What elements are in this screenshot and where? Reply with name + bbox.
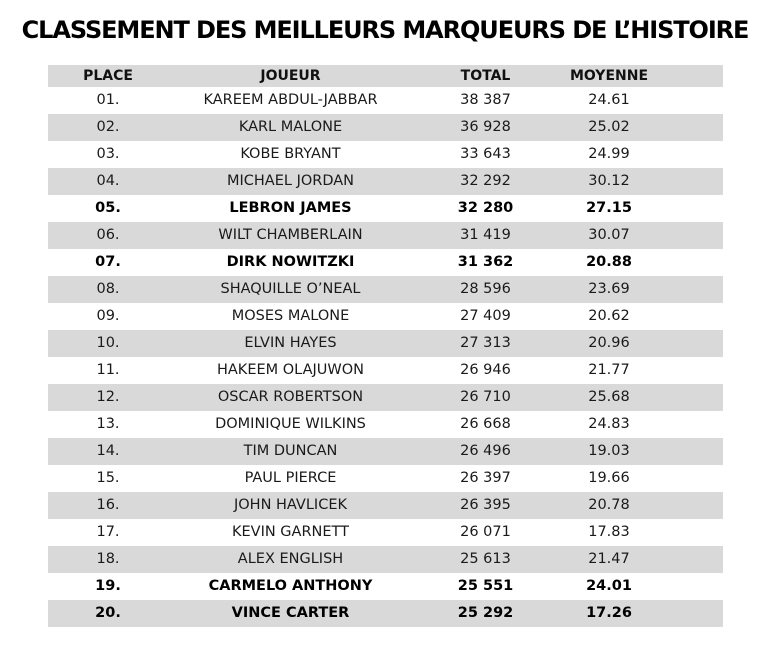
cell-average: 24.83 [588,416,630,432]
cell-average: 25.68 [588,389,630,405]
table-row [48,384,723,411]
cell-player: KAREEM ABDUL-JABBAR [203,92,378,108]
cell-place: 08. [96,281,120,297]
cell-total: 26 668 [460,416,511,432]
cell-total: 27 409 [460,308,511,324]
table-row [48,168,723,195]
table-row [48,519,723,546]
cell-total: 32 292 [460,173,511,189]
cell-place: 10. [96,335,120,351]
cell-place: 04. [96,173,120,189]
cell-average: 24.01 [586,578,632,594]
cell-place: 17. [96,524,120,540]
table-row [48,573,723,600]
cell-player: ALEX ENGLISH [237,551,344,567]
cell-average: 27.15 [586,200,632,216]
cell-average: 19.03 [588,443,630,459]
cell-total: 36 928 [460,119,511,135]
cell-player: KOBE BRYANT [240,146,341,162]
cell-player: JOHN HAVLICEK [233,497,347,513]
cell-total: 26 496 [460,443,511,459]
cell-place: 09. [96,308,120,324]
cell-player: KARL MALONE [238,119,343,135]
table-row [48,303,723,330]
table-header [48,65,723,87]
table-row [48,492,723,519]
cell-total: 27 313 [460,335,511,351]
cell-average: 21.77 [588,362,630,378]
page-title: CLASSEMENT DES MEILLEURS MARQUEURS DE L’HISTOIRE [21,16,749,44]
cell-place: 20. [95,605,121,621]
cell-player: OSCAR ROBERTSON [217,389,364,405]
cell-average: 17.83 [588,524,630,540]
cell-player: TIM DUNCAN [243,443,338,459]
cell-player: MOSES MALONE [231,308,350,324]
cell-player: DIRK NOWITZKI [226,254,355,270]
cell-place: 15. [96,470,120,486]
cell-average: 23.69 [588,281,630,297]
header-total: TOTAL [460,68,511,84]
cell-place: 03. [96,146,120,162]
cell-total: 26 395 [460,497,511,513]
cell-player: MICHAEL JORDAN [226,173,355,189]
table-row [48,195,723,222]
cell-place: 01. [96,92,120,108]
cell-average: 17.26 [586,605,632,621]
cell-average: 30.12 [588,173,630,189]
table-row [48,600,723,627]
table-row [48,438,723,465]
cell-total: 25 551 [457,578,514,594]
cell-total: 38 387 [460,92,511,108]
cell-average: 25.02 [588,119,630,135]
table-row [48,276,723,303]
cell-average: 20.88 [586,254,632,270]
cell-place: 14. [96,443,120,459]
cell-average: 20.78 [588,497,630,513]
cell-player: HAKEEM OLAJUWON [216,362,364,378]
cell-total: 31 362 [457,254,514,270]
cell-average: 30.07 [588,227,630,243]
table-row [48,546,723,573]
cell-total: 25 292 [457,605,514,621]
header-player: JOUEUR [260,68,321,84]
cell-total: 33 643 [460,146,511,162]
cell-average: 24.99 [588,146,630,162]
cell-average: 20.96 [588,335,630,351]
cell-player: PAUL PIERCE [244,470,337,486]
cell-place: 06. [96,227,120,243]
cell-player: VINCE CARTER [231,605,350,621]
cell-place: 13. [96,416,120,432]
header-place: PLACE [83,68,133,84]
cell-place: 12. [96,389,120,405]
table-row [48,222,723,249]
cell-player: LEBRON JAMES [229,200,352,216]
cell-place: 18. [96,551,120,567]
cell-player: DOMINIQUE WILKINS [215,416,366,432]
cell-place: 19. [95,578,121,594]
table-row [48,249,723,276]
cell-place: 02. [96,119,120,135]
cell-total: 26 710 [460,389,511,405]
cell-total: 32 280 [457,200,514,216]
header-average: MOYENNE [569,68,649,84]
cell-player: ELVIN HAYES [244,335,337,351]
cell-player: KEVIN GARNETT [231,524,350,540]
cell-average: 20.62 [588,308,630,324]
table-row [48,141,723,168]
cell-player: CARMELO ANTHONY [208,578,373,594]
table-body [48,87,723,627]
cell-player: WILT CHAMBERLAIN [218,227,363,243]
cell-place: 11. [96,362,120,378]
cell-total: 28 596 [460,281,511,297]
table-row [48,330,723,357]
scorers-table [48,65,723,627]
cell-total: 26 071 [460,524,511,540]
table-row [48,465,723,492]
table-row [48,357,723,384]
cell-total: 25 613 [460,551,511,567]
cell-total: 26 397 [460,470,511,486]
cell-place: 07. [95,254,121,270]
cell-average: 19.66 [588,470,630,486]
cell-place: 05. [95,200,121,216]
cell-player: SHAQUILLE O’NEAL [220,281,361,297]
cell-average: 21.47 [588,551,630,567]
table-row [48,411,723,438]
cell-total: 31 419 [460,227,511,243]
table-row [48,114,723,141]
cell-average: 24.61 [588,92,630,108]
cell-total: 26 946 [460,362,511,378]
table-row [48,87,723,114]
cell-place: 16. [96,497,120,513]
